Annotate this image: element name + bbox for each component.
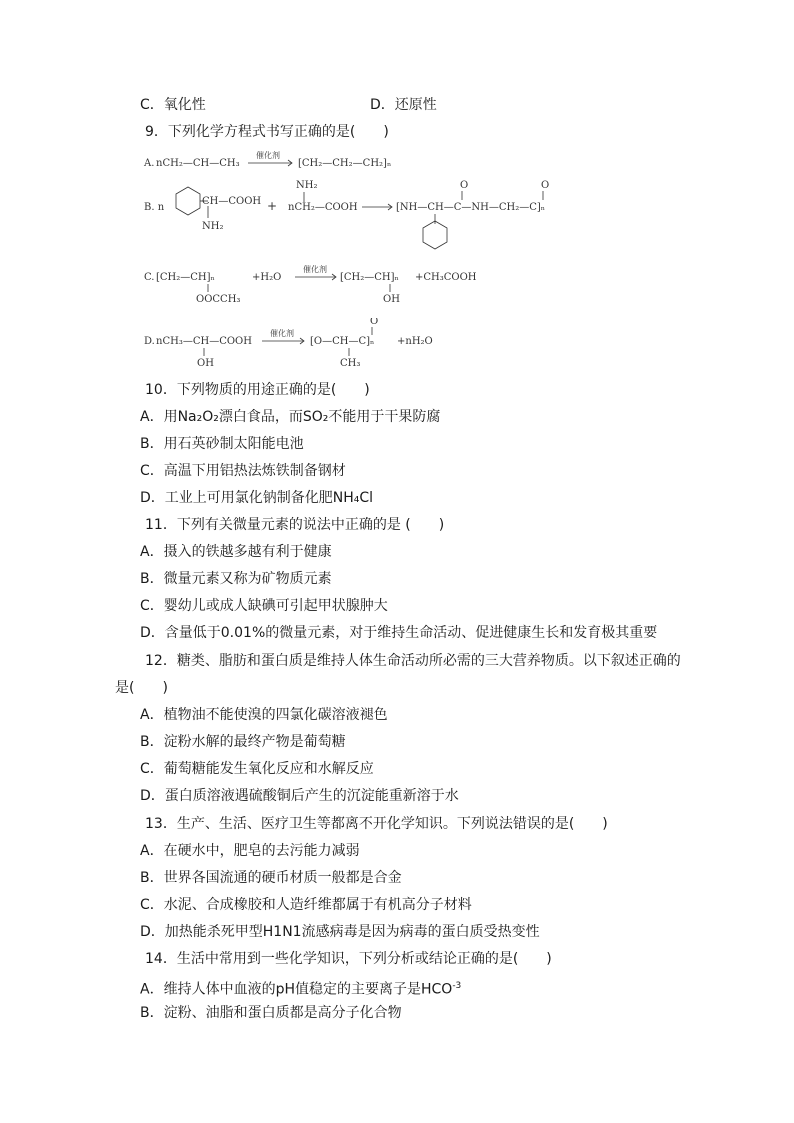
- q8-option-c: C．氧化性: [140, 97, 206, 113]
- q14-stem: 14．生活中常用到一些化学知识，下列分析或结论正确的是( ): [145, 951, 552, 967]
- q11-option-a: A．摄入的铁越多越有利于健康: [140, 544, 332, 560]
- q9-d-lhs: nCH₃—CH—COOH: [156, 336, 252, 347]
- q9-d-rhs: [O—CH—C]ₙ: [310, 336, 375, 347]
- q9-a-catalyst: 催化剂: [256, 151, 280, 160]
- q9-c-lhs: [CH₂—CH]ₙ: [156, 272, 215, 283]
- q9-d-water: +nH₂O: [397, 336, 433, 347]
- q14-ion-charge: -3: [452, 981, 462, 991]
- q13-stem: 13．生产、生活、医疗卫生等都离不开化学知识。下列说法错误的是( ): [145, 816, 608, 832]
- q9-a-label: A.: [144, 158, 155, 169]
- svg-text:+: +: [267, 199, 278, 213]
- q9-b-o1: O: [460, 180, 469, 191]
- q9-c-plus: +CH₃COOH: [415, 272, 477, 283]
- q9-a-lhs: nCH₂—CH—CH₃: [156, 158, 240, 169]
- q12-stem: 12．糖类、脂肪和蛋白质是维持人体生命活动所必需的三大营养物质。以下叙述正确的: [145, 653, 681, 669]
- q9-b-reactant2: nCH₂—COOH: [288, 202, 358, 213]
- q14-option-a: A．维持人体中血液的pH值稳定的主要离子是$HCO^{-3}$: [140, 981, 462, 998]
- q12-option-d: D．蛋白质溶液遇硫酸铜后产生的沉淀能重新溶于水: [140, 788, 459, 804]
- q12-option-b: B．淀粉水解的最终产物是葡萄糖: [140, 734, 346, 750]
- q12-option-a: A．植物油不能使溴的四氯化碳溶液褪色: [140, 707, 388, 723]
- q9-equation-c: [140, 264, 500, 306]
- q12-option-c: C．葡萄糖能发生氧化反应和水解反应: [140, 761, 374, 777]
- q9-a-rhs: [CH₂—CH₂—CH₂]ₙ: [298, 158, 392, 169]
- q9-d-catalyst: 催化剂: [270, 329, 294, 338]
- q9-b-nh2-1: NH₂: [202, 221, 224, 232]
- q11-stem: 11．下列有关微量元素的说法中正确的是 ( ): [145, 517, 445, 533]
- q9-equation-d: [140, 318, 460, 372]
- q11-option-c: C．婴幼儿或成人缺碘可引起甲状腺肿大: [140, 598, 388, 614]
- q9-b-label: B. n: [144, 202, 165, 213]
- q9-d-o: O: [370, 318, 379, 327]
- q11-option-d: D．含量低于0.01%的微量元素，对于维持生命活动、促进健康生长和发育极其重要: [140, 625, 658, 641]
- q9-equation-b: [140, 176, 570, 262]
- q8-option-d: D．还原性: [370, 97, 437, 113]
- q10-option-c: C．高温下用铝热法炼铁制备钢材: [140, 463, 346, 479]
- q14-option-b: B．淀粉、油脂和蛋白质都是高分子化合物: [140, 1005, 402, 1021]
- q10-option-a: A．用Na₂O₂漂白食品，而SO₂不能用于干果防腐: [140, 409, 441, 425]
- q9-c-rhs-sub: OH: [383, 294, 400, 305]
- q9-b-o2: O: [541, 180, 550, 191]
- q9-d-lhs-sub: OH: [197, 358, 214, 369]
- q9-b-product: [NH—CH—C—NH—CH₂—C]ₙ: [396, 202, 546, 213]
- benzene-ring-icon: [423, 221, 447, 249]
- q9-c-water: +H₂O: [252, 272, 282, 283]
- q9-c-catalyst: 催化剂: [303, 265, 327, 274]
- q13-option-d: D．加热能杀死甲型H1N1流感病毒是因为病毒的蛋白质受热变性: [140, 924, 540, 940]
- q12-stem-cont: 是( ): [115, 680, 168, 696]
- q13-option-b: B．世界各国流通的硬币材质一般都是合金: [140, 870, 402, 886]
- q10-option-b: B．用石英砂制太阳能电池: [140, 436, 304, 452]
- q9-stem: 9．下列化学方程式书写正确的是( ): [145, 124, 389, 140]
- q13-option-a: A．在硬水中，肥皂的去污能力减弱: [140, 843, 360, 859]
- q13-option-c: C．水泥、合成橡胶和人造纤维都属于有机高分子材料: [140, 897, 472, 913]
- q9-b-nh2-2: NH₂: [296, 180, 318, 191]
- q9-d-label: D.: [144, 336, 155, 347]
- q9-c-label: C.: [144, 272, 155, 283]
- q10-option-d: D．工业上可用氯化钠制备化肥NH₄Cl: [140, 490, 374, 506]
- q9-equation-a: [140, 150, 420, 174]
- q9-d-rhs-sub: CH₃: [340, 358, 361, 369]
- q9-b-reactant1: CH—COOH: [202, 196, 262, 207]
- q9-c-lhs-sub: OOCCH₃: [196, 294, 241, 305]
- q11-option-b: B．微量元素又称为矿物质元素: [140, 571, 332, 587]
- benzene-ring-icon: [176, 187, 200, 215]
- q9-c-rhs: [CH₂—CH]ₙ: [340, 272, 399, 283]
- q10-stem: 10．下列物质的用途正确的是( ): [145, 382, 370, 398]
